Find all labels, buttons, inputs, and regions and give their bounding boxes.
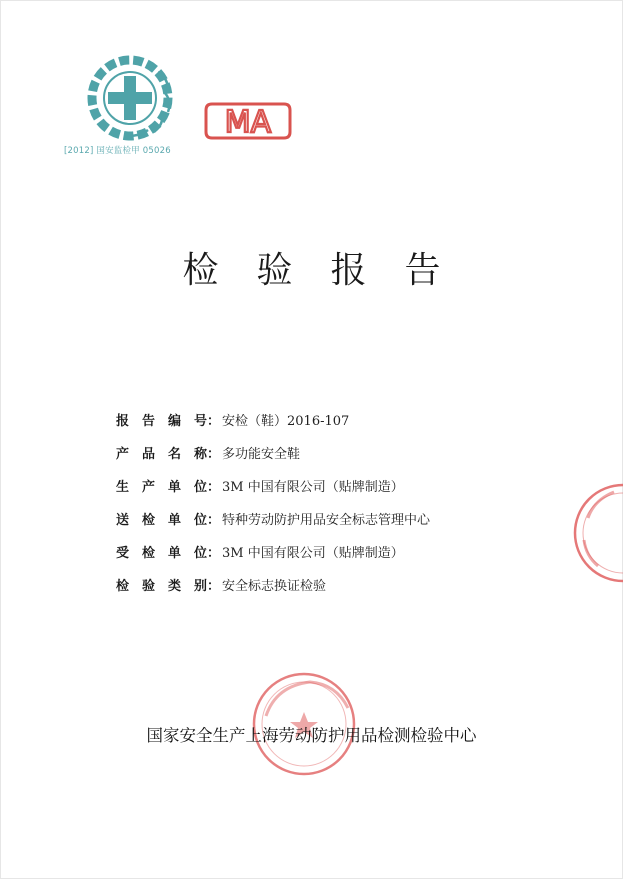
info-label-char: 单 [167, 546, 181, 561]
info-row [116, 469, 430, 502]
info-value: 3M 中国有限公司（贴牌制造） [222, 480, 404, 495]
info-label-char: 验 [141, 579, 155, 594]
info-label [116, 410, 207, 429]
info-label [116, 509, 207, 528]
info-row [116, 436, 430, 469]
info-colon: ： [207, 447, 221, 462]
info-colon: ： [207, 414, 221, 429]
official-seal-right [568, 478, 623, 588]
info-colon: ： [207, 579, 221, 594]
info-label-char: 报 [116, 414, 130, 429]
info-label-char: 检 [141, 513, 155, 528]
info-label-char: 单 [167, 480, 181, 495]
info-colon: ： [207, 513, 221, 528]
safety-cross-logo [84, 52, 184, 152]
info-row [116, 403, 430, 436]
info-label-char: 号 [193, 414, 207, 429]
info-row [116, 502, 430, 535]
info-label-char: 位 [193, 513, 207, 528]
report-info [116, 403, 430, 601]
info-row [116, 535, 430, 568]
info-value: 3M 中国有限公司（贴牌制造） [222, 546, 404, 561]
info-label-char: 告 [141, 414, 155, 429]
info-label-char: 编 [167, 414, 181, 429]
info-label [116, 542, 207, 561]
issuing-organization: 国家安全生产上海劳动防护用品检测检验中心 [146, 726, 477, 745]
license-number: [2012] 国安监检甲 05026 [64, 146, 171, 156]
info-label-char: 称 [193, 447, 207, 462]
info-label [116, 443, 207, 462]
info-colon: ： [207, 480, 221, 495]
info-label-char: 检 [116, 579, 130, 594]
info-label-char: 单 [167, 513, 181, 528]
info-label-char: 生 [116, 480, 130, 495]
info-label-char: 位 [193, 546, 207, 561]
info-label-char: 别 [193, 579, 207, 594]
cma-mark-logo [202, 100, 294, 142]
info-label-char: 品 [141, 447, 155, 462]
report-title: 检验报告 [182, 250, 479, 291]
info-value: 多功能安全鞋 [222, 447, 301, 462]
info-value: 安全标志换证检验 [222, 579, 327, 594]
info-label-char: 位 [193, 480, 207, 495]
info-label [116, 575, 207, 594]
info-label [116, 476, 207, 495]
info-label-char: 受 [116, 546, 130, 561]
info-row [116, 568, 430, 601]
info-label-char: 产 [116, 447, 130, 462]
info-value: 特种劳动防护用品安全标志管理中心 [222, 513, 431, 528]
info-label-char: 送 [116, 513, 130, 528]
info-colon: ： [207, 546, 221, 561]
info-label-char: 产 [141, 480, 155, 495]
info-label-char: 类 [167, 579, 181, 594]
svg-text:MA: MA [224, 105, 272, 140]
info-label-char: 名 [167, 447, 181, 462]
info-value: 安检（鞋）2016-107 [222, 414, 350, 429]
info-label-char: 检 [141, 546, 155, 561]
